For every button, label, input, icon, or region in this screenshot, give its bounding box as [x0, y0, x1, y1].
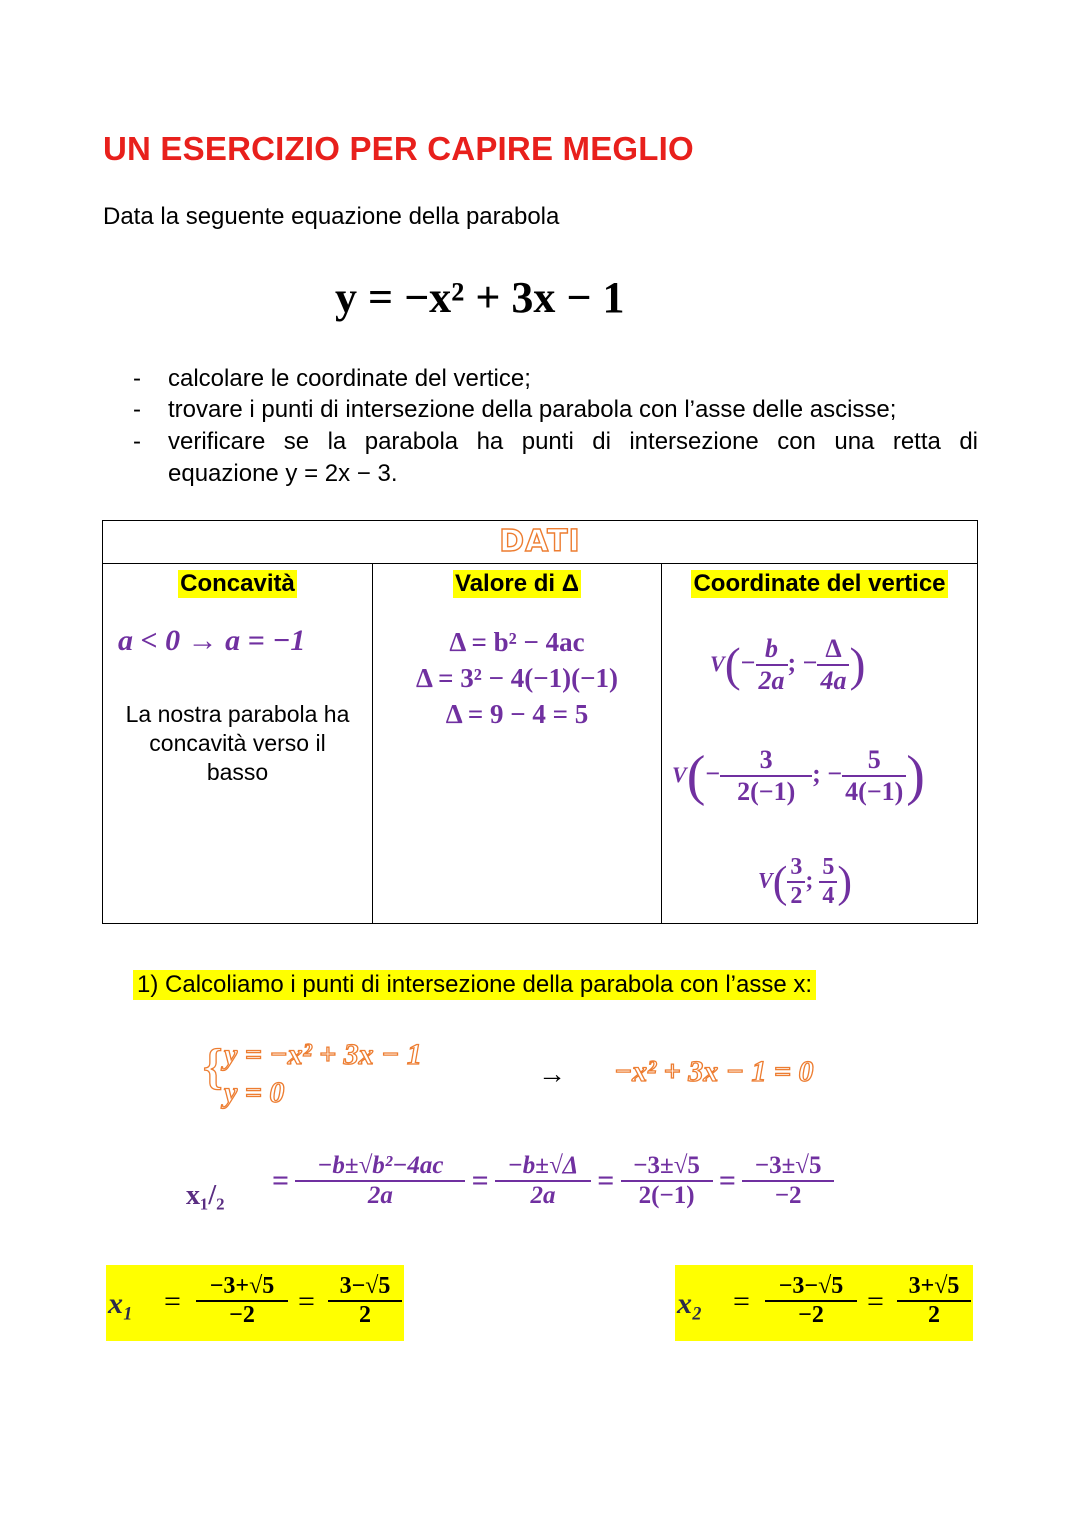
- dati-header: [103, 521, 978, 564]
- vertex-substituted: V(− $\frac{3}{2(-1)}$ ; − $\frac{5}{4(-1)}$ ): [672, 745, 925, 807]
- fraction-denominator: 2: [328, 1300, 402, 1329]
- parabola-equation: y = −x² + 3x − 1: [335, 273, 625, 322]
- fraction-denominator: 2a: [295, 1180, 465, 1210]
- concavita-line: concavità verso il: [149, 730, 326, 756]
- task-item: [133, 396, 978, 426]
- fraction-numerator: −3±√5: [754, 1152, 822, 1179]
- fraction-numerator: 3−√5: [339, 1273, 391, 1299]
- vertex-label: V: [672, 761, 687, 787]
- system-brace: {: [203, 1038, 223, 1094]
- fraction-denominator: 2: [787, 881, 805, 910]
- x2-result: [675, 1265, 973, 1341]
- fraction-denominator: 4(−1): [842, 775, 906, 807]
- fraction-denominator: 2a: [495, 1180, 591, 1210]
- system-of-equations: [224, 1036, 422, 1112]
- task-bullet: -: [133, 428, 141, 455]
- fraction-numerator: b: [765, 634, 778, 663]
- fraction-denominator: 2(−1): [621, 1180, 713, 1210]
- fraction-numerator: 3: [759, 745, 773, 774]
- quadratic-formula: = $\frac{\text{−b±√b²−4ac}}{2a}$ = $\frac{-b\pm√\Delta}{2a}$ = $\frac{-3\pm√5}{2(-1)}$ = $\frac{-3\pm√5}{-2}$: [272, 1152, 834, 1210]
- fraction-numerator: −3+√5: [209, 1273, 275, 1299]
- step1-heading: 1) Calcoliamo i punti di intersezione della parabola con l’asse x:: [133, 970, 816, 1000]
- concavita-description: [103, 700, 372, 787]
- dati-title: DATI: [499, 524, 581, 559]
- fraction-numerator: −3±√5: [633, 1152, 700, 1179]
- x1-result: [106, 1265, 404, 1341]
- fraction-denominator: −2: [765, 1300, 857, 1329]
- fraction-numerator: −b±√b²−4ac: [317, 1152, 444, 1179]
- fraction-denominator: 4: [819, 881, 837, 910]
- task-text: equazione y = 2x − 3.: [168, 460, 398, 487]
- delta-line: Δ = b² − 4ac: [449, 627, 585, 657]
- task-bullet: -: [133, 365, 141, 392]
- roots-label: x₁/₂: [186, 1180, 225, 1211]
- fraction-numerator: −b±√Δ: [507, 1152, 579, 1179]
- equals-sign: =: [298, 1285, 315, 1318]
- fraction-numerator: 5: [867, 745, 881, 774]
- dati-table: [102, 520, 978, 924]
- system-line: y = 0: [224, 1076, 285, 1109]
- task-bullet: -: [133, 396, 141, 423]
- x1-fraction-1: [196, 1273, 288, 1329]
- page-title: UN ESERCIZIO PER CAPIRE MEGLIO: [103, 130, 694, 167]
- equals-sign: =: [733, 1285, 750, 1318]
- x2-fraction-2: [897, 1273, 971, 1329]
- fraction-numerator: −3−√5: [778, 1273, 844, 1299]
- x1-label: x₁: [108, 1287, 134, 1320]
- delta-line: Δ = 9 − 4 = 5: [445, 699, 589, 729]
- x2-fraction-1: [765, 1273, 857, 1329]
- fraction-numerator: 3+√5: [908, 1273, 960, 1299]
- x2-label: x₂: [677, 1287, 703, 1320]
- task-text: verificare se la parabola ha punti di intersezione con una retta di: [168, 428, 978, 455]
- concavita-line: basso: [206, 759, 269, 785]
- concavita-cell: [103, 564, 373, 924]
- intro-text: Data la seguente equazione della parabola: [103, 203, 560, 230]
- task-item: [133, 365, 978, 395]
- equals-sign: =: [164, 1285, 181, 1318]
- task-item-continuation: [133, 460, 978, 490]
- vertex-result: V( $\frac{3}{2}$ ; $\frac{5}{4}$ ): [758, 854, 852, 909]
- vertex-label: V: [758, 867, 773, 893]
- vertex-label: V: [710, 650, 725, 676]
- fraction-numerator: 5: [822, 854, 835, 880]
- fraction-denominator: −2: [196, 1300, 288, 1329]
- arrow-icon: →: [538, 1058, 566, 1089]
- fraction-numerator: 3: [790, 854, 803, 880]
- fraction-denominator: 4a: [817, 664, 849, 696]
- equals-sign: =: [867, 1285, 884, 1318]
- col-header-delta: Valore di Δ: [455, 570, 579, 597]
- col-header-vertice: Coordinate del vertice: [693, 570, 946, 597]
- col-header-concavita: Concavità: [180, 570, 295, 597]
- concavita-line: La nostra parabola ha: [125, 701, 350, 727]
- delta-line: Δ = 3² − 4(−1)(−1): [415, 663, 619, 693]
- x1-fraction-2: [328, 1273, 402, 1329]
- delta-cell: [373, 564, 662, 924]
- vertice-cell: [662, 564, 978, 924]
- delta-computation: [373, 624, 661, 732]
- fraction-denominator: 2(−1): [720, 775, 812, 807]
- system-line: y = −x² + 3x − 1: [224, 1038, 422, 1071]
- task-text: calcolare le coordinate del vertice;: [168, 365, 531, 392]
- task-item: [133, 428, 978, 458]
- task-text: trovare i punti di intersezione della parabola con l’asse delle ascisse;: [168, 396, 897, 423]
- resulting-equation: −x² + 3x − 1 = 0: [614, 1055, 814, 1088]
- fraction-denominator: 2a: [756, 664, 788, 696]
- fraction-denominator: 2: [897, 1300, 971, 1329]
- fraction-numerator: Δ: [825, 634, 842, 663]
- concavita-formula: a < 0 → a = −1: [118, 624, 306, 657]
- fraction-denominator: −2: [742, 1180, 834, 1210]
- vertex-general: V(− $\frac{b}{2a}$ ; − $\frac{\Delta}{4a}$ ): [710, 634, 866, 695]
